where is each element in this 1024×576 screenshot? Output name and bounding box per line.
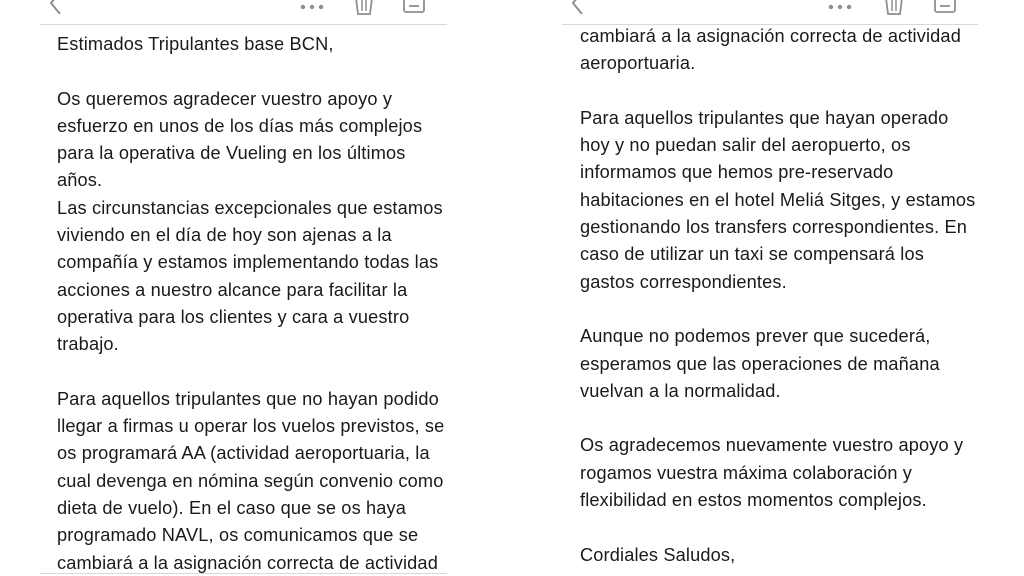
- text-line: Las circunstancias excepcionales que estamos: [57, 197, 443, 218]
- text-line: os programará AA (actividad aeroportuaria, la: [57, 443, 430, 464]
- text-line: cambiará a la asignación correcta de actividad: [580, 26, 961, 46]
- text-line: Para aquellos tripulantes que hayan operado: [580, 107, 949, 128]
- compose-icon[interactable]: [402, 0, 428, 21]
- text-line: Aunque no podemos prever que sucederá,: [580, 326, 931, 347]
- text-line: cambiará a la asignación correcta de actividad: [57, 552, 438, 573]
- text-line: hoy y no puedan salir del aeropuerto, os: [580, 135, 911, 156]
- text-line: Os agradecemos nuevamente vuestro apoyo y: [580, 435, 964, 456]
- text-line: vuelvan a la normalidad.: [580, 380, 781, 401]
- text-line: para la operativa de Vueling en los últimos: [57, 143, 406, 164]
- email-body: [57, 31, 444, 576]
- more-icon[interactable]: [299, 0, 329, 19]
- continuation-paragraph: [580, 23, 975, 78]
- text-line: gastos correspondientes.: [580, 271, 787, 292]
- divider: [40, 573, 447, 574]
- text-line: esfuerzo en unos de los días más complejos: [57, 115, 423, 136]
- crew-schedule-paragraph: [57, 386, 444, 576]
- mail-toolbar: [562, 0, 978, 25]
- sign-off-paragraph: [580, 542, 975, 569]
- closing-thanks-paragraph: [580, 432, 975, 514]
- mail-toolbar: [40, 0, 447, 25]
- text-line: Os queremos agradecer vuestro apoyo y: [57, 88, 393, 109]
- more-icon[interactable]: [827, 0, 857, 19]
- trash-icon[interactable]: [883, 0, 905, 21]
- text-line: años.: [57, 170, 103, 191]
- text-line: flexibilidad en estos momentos complejos.: [580, 490, 927, 511]
- text-line: habitaciones en el hotel Meliá Sitges, y estamos: [580, 189, 976, 210]
- greeting-paragraph: [57, 31, 444, 58]
- text-line: dieta de vuelo). En el caso que se os haya: [57, 498, 407, 519]
- text-line: caso de utilizar un taxi se compensará los: [580, 244, 924, 265]
- text-line: aeroportuaria.: [580, 53, 696, 74]
- text-line: Estimados Tripulantes base BCN,: [57, 34, 334, 54]
- email-pane-right: [562, 0, 978, 576]
- email-body: [580, 23, 975, 569]
- back-chevron-icon[interactable]: [46, 0, 64, 19]
- text-line: cual devenga en nómina según convenio como: [57, 470, 444, 491]
- text-line: llegar a firmas u operar los vuelos previstos, se: [57, 416, 445, 437]
- text-line: Cordiales Saludos,: [580, 544, 736, 565]
- text-line: Para aquellos tripulantes que no hayan podido: [57, 388, 439, 409]
- text-line: informamos que hemos pre-reservado: [580, 162, 894, 183]
- text-line: esperamos que las operaciones de mañana: [580, 353, 940, 374]
- text-line: viviendo en el día de hoy son ajenas a la: [57, 225, 392, 246]
- trash-icon[interactable]: [353, 0, 375, 21]
- hotel-paragraph: [580, 105, 975, 296]
- text-line: compañía y estamos implementando todas las: [57, 252, 439, 273]
- text-line: programado NAVL, os comunicamos que se: [57, 525, 419, 546]
- thanks-paragraph: [57, 86, 444, 359]
- text-line: gestionando los transfers correspondientes. En: [580, 217, 968, 238]
- compose-icon[interactable]: [933, 0, 959, 21]
- outlook-paragraph: [580, 323, 975, 405]
- back-chevron-icon[interactable]: [568, 0, 586, 19]
- email-pane-left: [40, 0, 447, 576]
- text-line: trabajo.: [57, 334, 119, 355]
- text-line: operativa para los clientes y cara a vuestro: [57, 306, 410, 327]
- text-line: acciones a nuestro alcance para facilitar la: [57, 279, 408, 300]
- text-line: rogamos vuestra máxima colaboración y: [580, 462, 913, 483]
